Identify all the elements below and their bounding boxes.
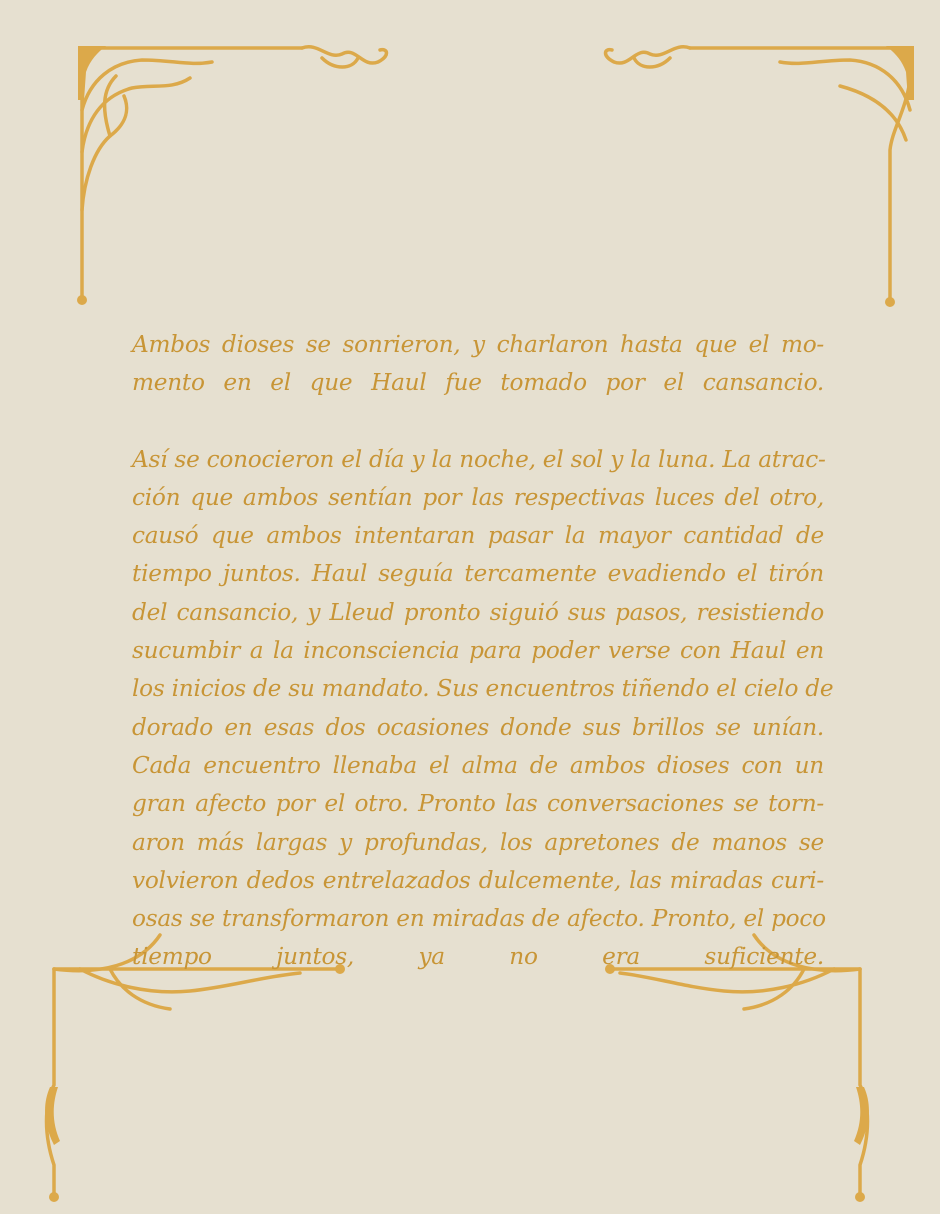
text-line: Ambos dioses se sonrieron, y charlaron hasta que el mo- — [132, 331, 824, 358]
text-line: causó que ambos intentaran pasar la mayor cantidad de — [132, 522, 824, 550]
text-line: los inicios de su mandato. Sus encuentros tiñendo el cielo de — [132, 675, 834, 703]
text-line: osas se transformaron en miradas de afecto. Pronto, el poco — [132, 905, 826, 933]
story-text — [132, 326, 834, 977]
corner-ornament-top-left — [72, 40, 412, 310]
text-line: aron más largas y profundas, los apretones de manos se — [132, 828, 824, 856]
text-line: ción que ambos sentían por las respectivas luces del otro, — [132, 483, 824, 511]
text-line: dorado en esas dos ocasiones donde sus brillos se unían. — [132, 713, 824, 741]
text-line: mento en el que Haul fue tomado por el cansancio. — [132, 369, 824, 397]
paragraph-1 — [132, 326, 824, 403]
text-line: tiempo juntos, ya no era suficiente. — [132, 943, 824, 971]
text-line: tiempo juntos. Haul seguía tercamente evadiendo el tirón — [132, 560, 824, 588]
paragraph-2 — [132, 441, 834, 977]
text-line: volvieron dedos entrelazados dulcemente, las miradas curi- — [132, 866, 824, 894]
corner-ornament-top-right — [580, 40, 920, 310]
text-line: Cada encuentro llenaba el alma de ambos dioses con un — [132, 751, 824, 779]
text-line: sucumbir a la inconsciencia para poder verse con Haul en — [132, 637, 824, 665]
text-line: Así se conocieron el día y la noche, el sol y la luna. La atrac- — [132, 445, 826, 473]
text-line: del cansancio, y Lleud pronto siguió sus pasos, resistiendo — [132, 598, 824, 626]
text-line: gran afecto por el otro. Pronto las conversaciones se torn- — [132, 790, 824, 818]
